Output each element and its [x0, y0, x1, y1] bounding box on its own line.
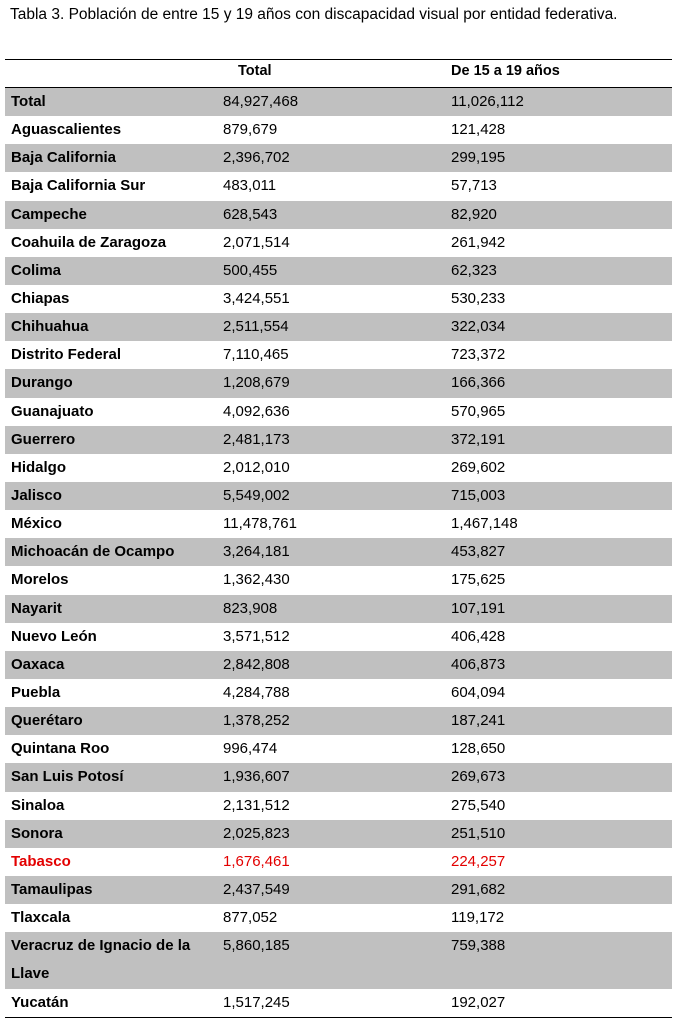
table-caption: Tabla 3. Población de entre 15 y 19 años con discapacidad visual por entidad federativa. [10, 6, 618, 23]
table-body [5, 88, 672, 1017]
age-15-19-value: 570,965 [451, 402, 506, 420]
state-name: Tamaulipas [11, 880, 93, 898]
total-value: 500,455 [223, 261, 278, 279]
total-value: 1,362,430 [223, 571, 290, 589]
age-15-19-value: 82,920 [451, 205, 497, 223]
age-15-19-value: 269,602 [451, 458, 506, 476]
total-value: 5,549,002 [223, 486, 290, 504]
state-name: Michoacán de Ocampo [11, 543, 175, 561]
age-15-19-value: 715,003 [451, 486, 506, 504]
age-15-19-value: 57,713 [451, 177, 497, 195]
table-row [5, 792, 672, 820]
state-name: Veracruz de Ignacio de la Llave [11, 937, 191, 983]
table-row [5, 989, 672, 1017]
age-15-19-value: 275,540 [451, 796, 506, 814]
age-15-19-value: 261,942 [451, 233, 506, 251]
state-name: Chiapas [11, 289, 70, 307]
state-name: Morelos [11, 571, 69, 589]
age-15-19-value: 269,673 [451, 768, 506, 786]
table-row [5, 904, 672, 932]
table-row [5, 144, 672, 172]
table-row [5, 454, 672, 482]
table-row [5, 229, 672, 257]
total-value: 3,264,181 [223, 543, 290, 561]
table-row [5, 820, 672, 848]
table-row [5, 566, 672, 594]
total-value: 2,396,702 [223, 149, 290, 167]
age-15-19-value: 406,873 [451, 655, 506, 673]
table-row [5, 369, 672, 397]
state-name: Querétaro [11, 712, 83, 730]
total-value: 1,378,252 [223, 712, 290, 730]
total-value: 877,052 [223, 909, 278, 927]
total-value: 2,131,512 [223, 796, 290, 814]
age-15-19-value: 604,094 [451, 683, 506, 701]
state-name: México [11, 515, 62, 533]
total-value: 483,011 [223, 177, 277, 195]
table-row [5, 876, 672, 904]
table-row [5, 172, 672, 200]
table-row [5, 763, 672, 791]
state-name: San Luis Potosí [11, 768, 124, 786]
total-value: 2,025,823 [223, 824, 290, 842]
state-name: Distrito Federal [11, 346, 122, 364]
age-15-19-value: 322,034 [451, 318, 506, 336]
total-value: 1,936,607 [223, 768, 290, 786]
state-name: Coahuila de Zaragoza [11, 233, 167, 251]
age-15-19-value: 759,388 [451, 937, 506, 955]
age-15-19-value: 1,467,148 [451, 515, 518, 533]
table-row [5, 932, 672, 988]
table-row [5, 313, 672, 341]
header-total: Total [238, 63, 272, 79]
table-row [5, 735, 672, 763]
total-value: 84,927,468 [223, 93, 299, 110]
total-value: 879,679 [223, 121, 278, 139]
state-name: Durango [11, 374, 73, 392]
state-name: Puebla [11, 683, 61, 701]
age-15-19-value: 192,027 [451, 993, 506, 1011]
total-value: 996,474 [223, 740, 278, 758]
total-value: 2,842,808 [223, 655, 290, 673]
table-header [5, 60, 672, 87]
table-row [5, 398, 672, 426]
table-row [5, 341, 672, 369]
age-15-19-value: 251,510 [451, 824, 506, 842]
table-row [5, 426, 672, 454]
state-name: Total [11, 93, 46, 110]
state-name: Hidalgo [11, 458, 66, 476]
total-value: 823,908 [223, 599, 278, 617]
total-value: 2,511,554 [223, 318, 289, 336]
bottom-rule [5, 1017, 672, 1018]
age-15-19-value: 11,026,112 [451, 93, 524, 110]
table-row [5, 285, 672, 313]
total-value: 2,437,549 [223, 880, 290, 898]
state-name: Sinaloa [11, 796, 65, 814]
state-name: Guanajuato [11, 402, 94, 420]
table-row [5, 538, 672, 566]
age-15-19-value: 62,323 [451, 261, 497, 279]
table-row [5, 848, 672, 876]
age-15-19-value: 128,650 [451, 740, 506, 758]
total-value: 628,543 [223, 205, 278, 223]
state-name: Tlaxcala [11, 909, 71, 927]
table-row [5, 482, 672, 510]
state-name: Campeche [11, 205, 87, 223]
table-row [5, 595, 672, 623]
total-value: 2,071,514 [223, 233, 290, 251]
state-name: Colima [11, 261, 62, 279]
state-name: Nuevo León [11, 627, 97, 645]
state-name: Guerrero [11, 430, 76, 448]
state-name: Tabasco [11, 852, 71, 870]
age-15-19-value: 723,372 [451, 346, 506, 364]
age-15-19-value: 299,195 [451, 149, 506, 167]
total-value: 11,478,761 [223, 515, 297, 533]
table-row [5, 88, 672, 116]
total-value: 5,860,185 [223, 937, 290, 955]
total-value: 7,110,465 [223, 346, 289, 364]
total-value: 4,284,788 [223, 683, 290, 701]
total-value: 2,012,010 [223, 458, 290, 476]
age-15-19-value: 530,233 [451, 289, 506, 307]
table-row [5, 116, 672, 144]
total-value: 2,481,173 [223, 430, 290, 448]
age-15-19-value: 224,257 [451, 852, 506, 870]
age-15-19-value: 406,428 [451, 627, 506, 645]
table-row [5, 651, 672, 679]
state-name: Aguascalientes [11, 121, 122, 139]
state-name: Baja California [11, 149, 117, 167]
total-value: 1,208,679 [223, 374, 290, 392]
state-name: Jalisco [11, 486, 62, 504]
total-value: 3,424,551 [223, 289, 290, 307]
table-row [5, 201, 672, 229]
age-15-19-value: 121,428 [451, 121, 506, 139]
age-15-19-value: 166,366 [451, 374, 506, 392]
table-row [5, 257, 672, 285]
state-name: Yucatán [11, 993, 69, 1011]
table-row [5, 707, 672, 735]
state-name: Sonora [11, 824, 63, 842]
total-value: 1,517,245 [223, 993, 290, 1011]
age-15-19-value: 453,827 [451, 543, 506, 561]
data-table [5, 59, 672, 1018]
age-15-19-value: 119,172 [451, 909, 505, 927]
state-name: Oaxaca [11, 655, 65, 673]
state-name: Quintana Roo [11, 740, 110, 758]
age-15-19-value: 107,191 [451, 599, 506, 617]
total-value: 3,571,512 [223, 627, 290, 645]
total-value: 1,676,461 [223, 852, 290, 870]
table-row [5, 679, 672, 707]
state-name: Nayarit [11, 599, 62, 617]
table-row [5, 623, 672, 651]
total-value: 4,092,636 [223, 402, 290, 420]
age-15-19-value: 175,625 [451, 571, 506, 589]
age-15-19-value: 187,241 [451, 712, 506, 730]
age-15-19-value: 291,682 [451, 880, 506, 898]
header-age-15-19: De 15 a 19 años [451, 63, 560, 79]
state-name: Baja California Sur [11, 177, 146, 195]
table-row [5, 510, 672, 538]
age-15-19-value: 372,191 [451, 430, 506, 448]
state-name: Chihuahua [11, 318, 89, 336]
